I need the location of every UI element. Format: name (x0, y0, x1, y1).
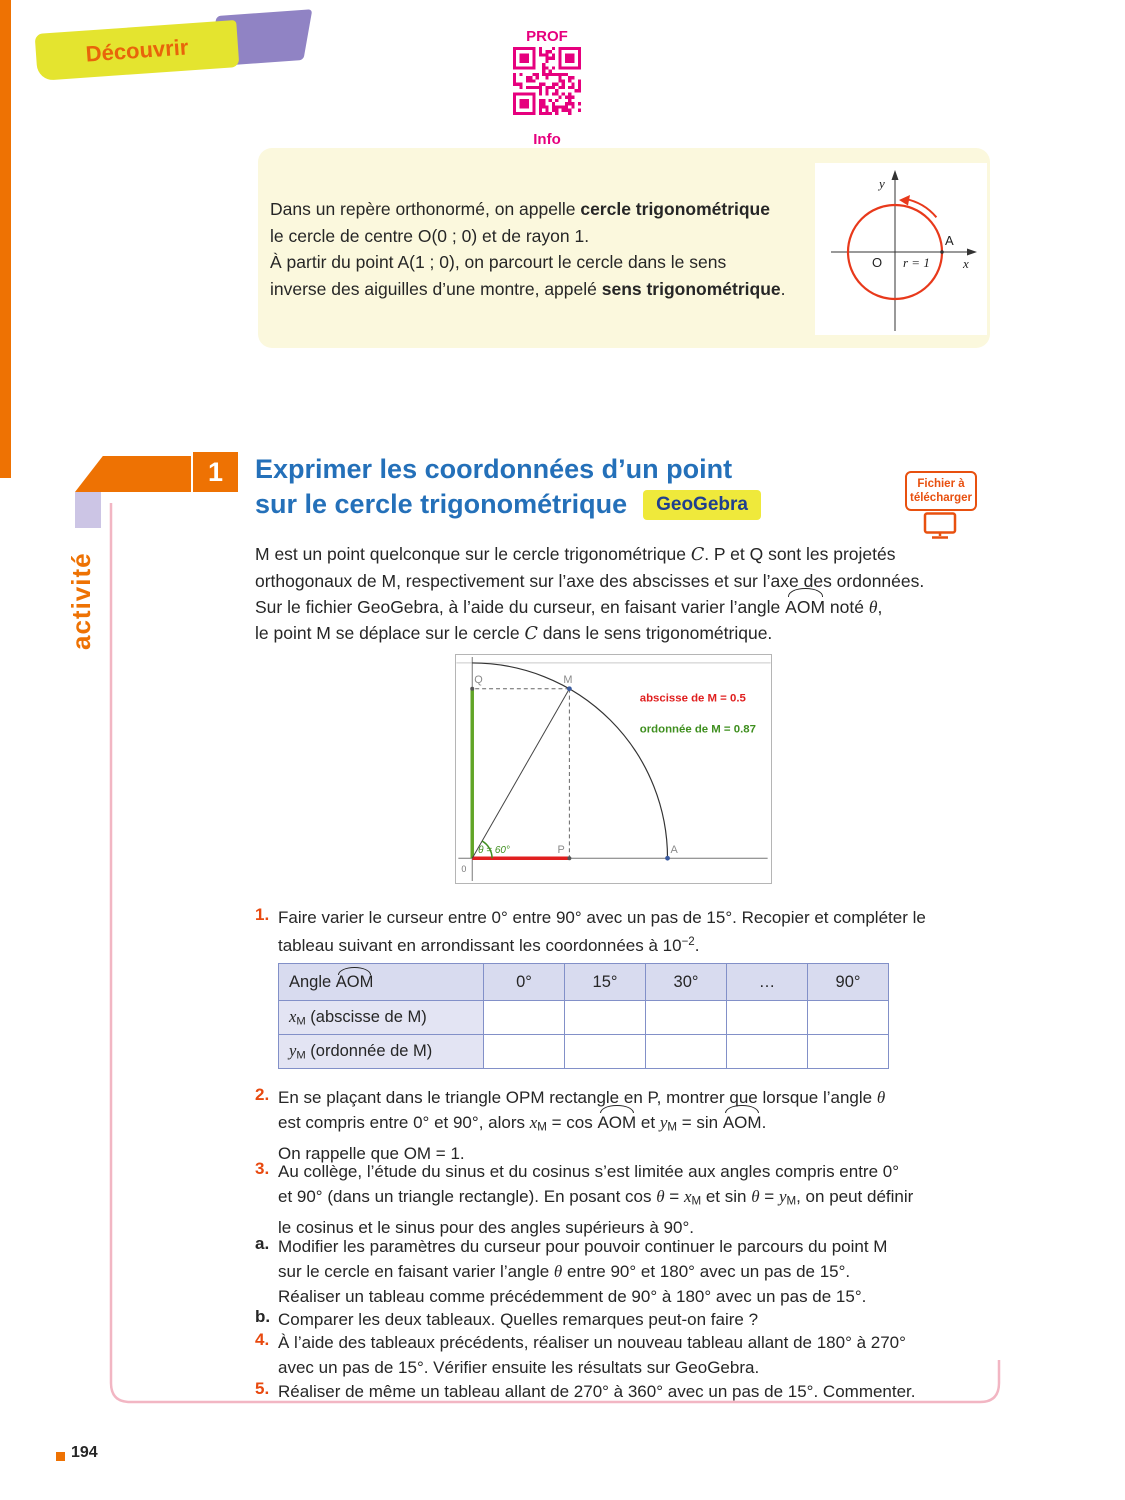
download-monitor-icon (922, 512, 958, 540)
unit-circle-diagram (815, 163, 987, 335)
point-m[interactable] (567, 686, 572, 691)
question-3-number: 3. (255, 1159, 270, 1178)
diagram-origin-label: O (872, 255, 883, 270)
left-orange-bar (0, 0, 11, 478)
text-line: À l’aide des tableaux précédents, réaliser un nouveau tableau allant de 180° à 270° (278, 1333, 906, 1352)
question-5 (255, 1379, 916, 1404)
table-cell (484, 1035, 565, 1069)
activity-number: 1 (193, 452, 238, 492)
table-header-90: 90° (808, 964, 889, 1001)
text-line: tableau suivant en arrondissant les coordonnées à $10^{-2}$. (278, 935, 700, 955)
activity-title-line1 (255, 454, 732, 485)
text-line: À partir du point A(1 ; 0), on parcourt le cercle dans le sens (270, 252, 727, 272)
diagram-y-label: y (879, 176, 885, 191)
question-5-text (278, 1379, 916, 1404)
table-cell (727, 1001, 808, 1035)
table-header-angle: Angle AOM (279, 964, 484, 1001)
figure-p-label: P (557, 844, 565, 857)
download-file-button[interactable] (905, 471, 977, 511)
diagram-a-label: A (945, 233, 954, 248)
activity-band-fold (75, 492, 101, 528)
activity-intro (255, 541, 924, 647)
text-line: inverse des aiguilles d’une montre, appelé sens trigonométrique. (270, 278, 786, 299)
quarter-circle-arc (472, 663, 667, 858)
text-line: Faire varier le curseur entre 0° entre 90° avec un pas de 15°. Recopier et compléter le (278, 908, 926, 927)
title-text-2: sur le cercle trigonométrique (255, 489, 628, 519)
figure-origin-label: 0 (461, 864, 467, 875)
text-line: le cercle de centre O(0 ; 0) et de rayon 1. (270, 225, 590, 246)
point-p (567, 856, 571, 860)
question-3b-text (278, 1307, 758, 1332)
question-4-text (278, 1330, 906, 1380)
question-3a (255, 1234, 887, 1309)
text-line: M est un point quelconque sur le cercle trigonométrique C. P et Q sont les projetés (255, 544, 896, 565)
text-line: est compris entre 0° et 90°, alors xM = cos AOM et yM = sin AOM. (278, 1110, 885, 1141)
prof-label: PROF (526, 28, 568, 45)
text-line: Au collège, l’étude du sinus et du cosinus s’est limitée aux angles compris entre 0° (278, 1162, 900, 1181)
geogebra-figure (455, 654, 772, 884)
table-header-30: 30° (646, 964, 727, 1001)
text-line: avec un pas de 15°. Vérifier ensuite les résultats sur GeoGebra. (278, 1358, 760, 1377)
question-1 (255, 905, 926, 958)
question-5-number: 5. (255, 1379, 270, 1398)
question-3a-letter: a. (255, 1234, 270, 1253)
table-cell (565, 1035, 646, 1069)
diagram-radius-label: r = 1 (903, 255, 930, 270)
table-row-y (279, 1035, 889, 1069)
table-cell (808, 1035, 889, 1069)
table-row-x (279, 1001, 889, 1035)
text-line: orthogonaux de M, respectivement sur l’axe des abscisses et sur l’axe des ordonnées. (255, 571, 925, 591)
activity-header-band (75, 456, 191, 492)
question-4 (255, 1330, 906, 1380)
figure-abscisse-label: abscisse de M = 0.5 (639, 692, 746, 705)
definition-text (270, 196, 786, 302)
question-2 (255, 1085, 885, 1166)
question-3b (255, 1307, 758, 1332)
table-cell (646, 1035, 727, 1069)
coordinates-table (278, 963, 889, 1069)
question-3a-text (278, 1234, 887, 1309)
download-label-line1: Fichier à (917, 478, 965, 490)
text-line: Dans un repère orthonormé, on appelle cercle trigonométrique (270, 199, 770, 219)
table-cell (565, 1001, 646, 1035)
table-header-row (279, 964, 889, 1001)
decouvrir-label: Découvrir (84, 33, 190, 67)
question-3-text (278, 1159, 913, 1240)
text-line: Comparer les deux tableaux. Quelles remarques peut-on faire ? (278, 1310, 759, 1329)
figure-m-label: M (563, 673, 573, 686)
point-a (665, 856, 670, 861)
question-3b-letter: b. (255, 1307, 271, 1326)
text-line: On rappelle que OM = 1. (278, 1143, 465, 1163)
qr-code (513, 47, 581, 115)
table-header-15: 15° (565, 964, 646, 1001)
question-2-number: 2. (255, 1085, 270, 1104)
text-line: et 90° (dans un triangle rectangle). En posant cos θ = xM et sin θ = yM, on peut définir (278, 1187, 914, 1208)
page-number: 194 (71, 1444, 98, 1461)
table-row-x-label: xM (abscisse de M) (279, 1001, 484, 1035)
table-header-0: 0° (484, 964, 565, 1001)
diagram-x-label: x (963, 256, 969, 271)
figure-angle-label: θ = 60° (478, 845, 510, 857)
table-header-dots: … (727, 964, 808, 1001)
geogebra-badge[interactable]: GeoGebra (643, 490, 761, 520)
table-cell (484, 1001, 565, 1035)
table-cell (808, 1001, 889, 1035)
figure-ordonnee-label: ordonnée de M = 0.87 (639, 723, 756, 736)
question-1-text (278, 905, 926, 958)
info-label: Info (533, 131, 561, 148)
table-cell (727, 1035, 808, 1069)
download-label-line2: télécharger (909, 492, 972, 504)
question-3 (255, 1159, 913, 1240)
page-number-bullet (56, 1452, 65, 1461)
text-line: Réaliser un tableau comme précédemment de 90° à 180° avec un pas de 15°. (278, 1287, 867, 1306)
decouvrir-tab (35, 20, 240, 81)
text-line: Modifier les paramètres du curseur pour pouvoir continuer le parcours du point M (278, 1237, 888, 1256)
point-q (470, 687, 474, 691)
text-line: le point M se déplace sur le cercle C dans le sens trigonométrique. (255, 623, 773, 644)
text-line: le cosinus et le sinus pour des angles supérieurs à 90°. (278, 1217, 694, 1237)
question-1-number: 1. (255, 905, 270, 924)
question-4-number: 4. (255, 1330, 270, 1349)
activity-side-label: activité (66, 552, 96, 650)
figure-q-label: Q (474, 673, 483, 686)
table-cell (646, 1001, 727, 1035)
question-2-text (278, 1085, 885, 1166)
title-text-1: Exprimer les coordonnées d’un point (255, 454, 733, 484)
text-line: Réaliser de même un tableau allant de 270° à 360° avec un pas de 15°. Commenter. (278, 1382, 916, 1401)
figure-a-label: A (670, 844, 678, 857)
text-line: sur le cercle en faisant varier l’angle θ entre 90° et 180° avec un pas de 15°. (278, 1262, 851, 1281)
text-line: En se plaçant dans le triangle OPM rectangle en P, montrer que lorsque l’angle θ (278, 1088, 886, 1107)
activity-title-line2 (255, 489, 761, 520)
table-row-y-label: yM (ordonnée de M) (279, 1035, 484, 1069)
text-line: Sur le fichier GeoGebra, à l’aide du curseur, en faisant varier l’angle AOM noté θ, (255, 594, 924, 620)
